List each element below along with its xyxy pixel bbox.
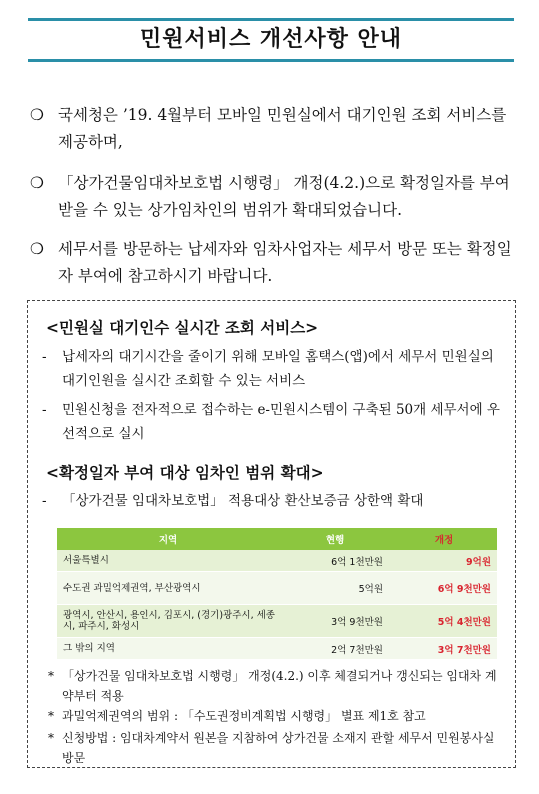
table-row — [57, 638, 497, 660]
bullet-text: 「상가건물임대차보호법 시행령」 개정(4.2.)으로 확정일자를 부여받을 수 있는 상가임차인의 범위가 확대되었습니다. — [58, 174, 510, 219]
table-row — [57, 550, 497, 572]
cell-current: 6억 1천만원 — [279, 550, 391, 572]
asterisk-mark: * — [48, 669, 54, 683]
dash-mark: - — [42, 349, 47, 365]
title-block — [28, 18, 514, 62]
item-text: 「상가건물 임대차보호법」 적용대상 환산보증금 상한액 확대 — [62, 493, 424, 509]
note-text: 과밀억제권역의 범위 : 「수도권정비계획법 시행령」 별표 제1호 참고 — [62, 709, 426, 723]
bullet-text: 국세청은 ’19. 4월부터 모바일 민원실에서 대기인원 조회 서비스를 제공하며, — [58, 106, 507, 151]
section1-title: <민원실 대기인수 실시간 조회 서비스> — [46, 318, 319, 337]
cell-revised: 9억원 — [391, 550, 497, 572]
circle-bullet-icon: ❍ — [30, 106, 44, 124]
dash-mark: - — [42, 493, 47, 509]
table-row — [57, 605, 497, 638]
asterisk-mark: * — [48, 709, 54, 723]
section2-title: <확정일자 부여 대상 임차인 범위 확대> — [46, 463, 324, 482]
table-header-row — [57, 528, 497, 550]
circle-bullet-icon: ❍ — [30, 240, 44, 258]
cell-region: 광역시, 안산시, 용인시, 김포시, (경기)광주시, 세종시, 파주시, 화성시 — [57, 605, 279, 638]
cell-region: 수도권 과밀억제권역, 부산광역시 — [57, 572, 279, 605]
item-text: 납세자의 대기시간을 줄이기 위해 모바일 홈택스(앱)에서 세무서 민원실의 대기인원을 실시간 조회할 수 있는 서비스 — [62, 349, 494, 389]
item-text: 민원신청을 전자적으로 접수하는 e-민원시스템이 구축된 50개 세무서에 우선적으로 실시 — [62, 402, 500, 442]
cell-current: 2억 7천만원 — [279, 638, 391, 660]
title-bottom-rule — [28, 59, 514, 62]
cell-revised: 6억 9천만원 — [391, 572, 497, 605]
header-revised: 개정 — [391, 528, 497, 550]
asterisk-mark: * — [48, 731, 54, 745]
bullet-text: 세무서를 방문하는 납세자와 임차사업자는 세무서 방문 또는 확정일자 부여에 참고하시기 바랍니다. — [58, 240, 512, 285]
dash-mark: - — [42, 402, 47, 418]
cell-revised: 5억 4천만원 — [391, 605, 497, 638]
deposit-limit-table — [57, 528, 497, 660]
table-row — [57, 572, 497, 605]
note-text: 신청방법 : 임대차계약서 원본을 지참하여 상가건물 소재지 관할 세무서 민원봉사실 방문 — [62, 731, 495, 765]
header-current: 현행 — [279, 528, 391, 550]
circle-bullet-icon: ❍ — [30, 174, 44, 192]
cell-revised: 3억 7천만원 — [391, 638, 497, 660]
cell-current: 3억 9천만원 — [279, 605, 391, 638]
page-title: 민원서비스 개선사항 안내 — [139, 27, 403, 52]
note-text: 「상가건물 임대차보호법 시행령」 개정(4.2.) 이후 체결되거나 갱신되는 임대차 계약부터 적용 — [62, 669, 497, 703]
header-region: 지역 — [57, 528, 279, 550]
cell-region: 그 밖의 지역 — [57, 638, 279, 660]
cell-region: 서울특별시 — [57, 550, 279, 572]
cell-current: 5억원 — [279, 572, 391, 605]
